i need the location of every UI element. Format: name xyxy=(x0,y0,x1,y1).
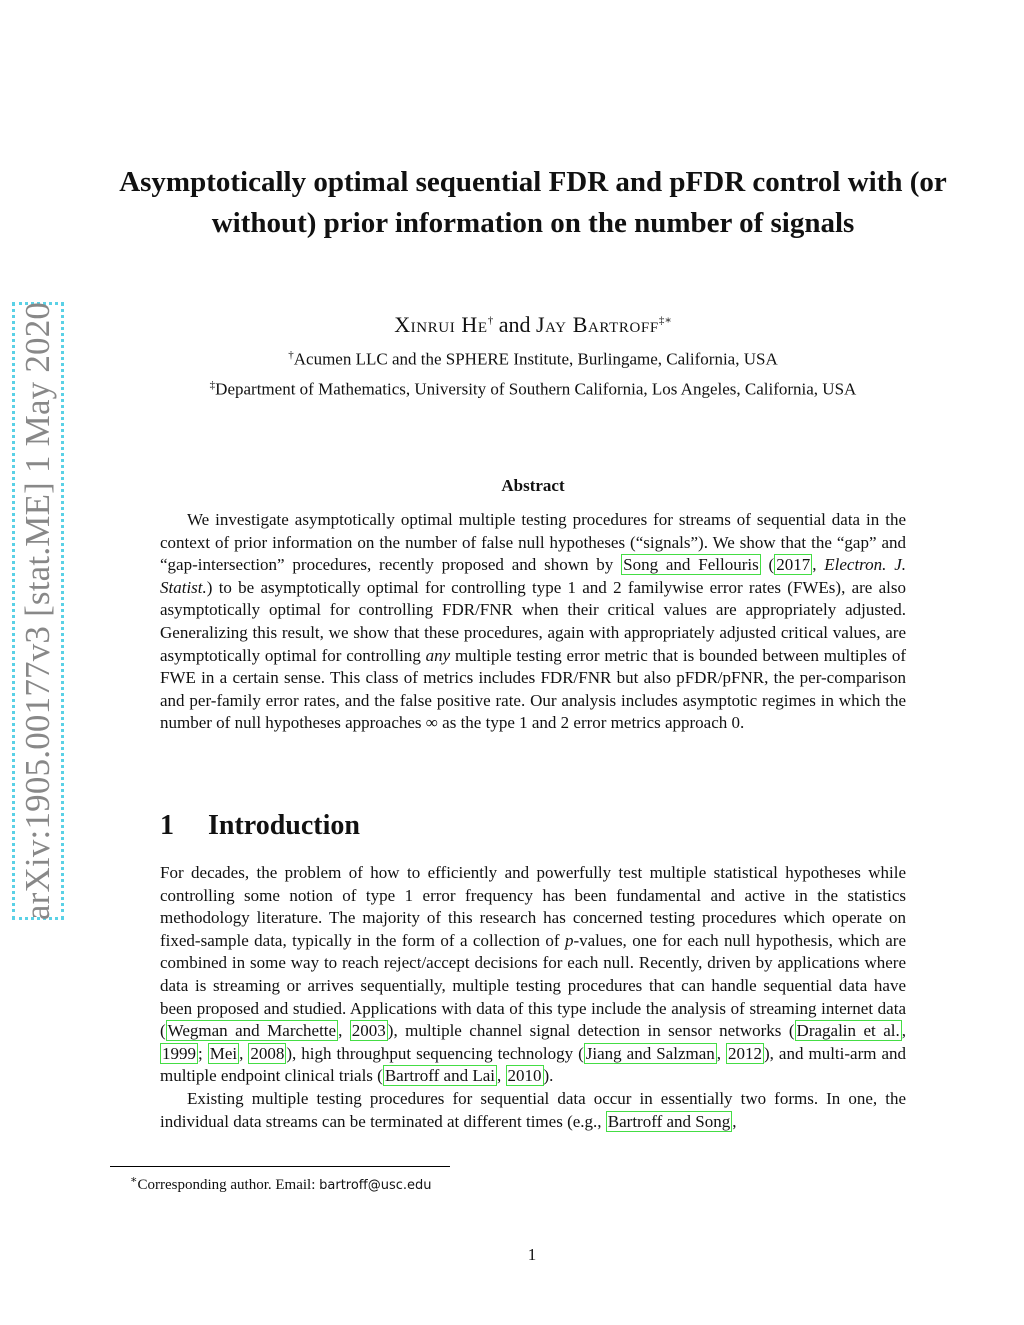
abstract-segment: ( xyxy=(760,555,775,575)
citation-link[interactable]: Bartroff and Song xyxy=(607,1111,731,1131)
abstract-segment: , xyxy=(812,555,825,575)
section-heading xyxy=(160,810,360,842)
text-segment: Existing multiple testing procedures for sequential data occur in essentially two forms. In one, the individual data streams can be terminated at different times (e.g., xyxy=(160,1088,906,1131)
text-segment: ), and multi-arm and multiple endpoint clinical trials ( xyxy=(160,1043,906,1086)
page-number: 1 xyxy=(527,1245,537,1264)
emphasis-text: any xyxy=(425,645,451,665)
author-conjunction: and xyxy=(498,312,531,337)
abstract-heading: Abstract xyxy=(501,476,565,495)
text-segment: , xyxy=(239,1043,249,1063)
affiliation xyxy=(108,379,958,400)
paper-title: Asymptotically optimal sequential FDR and pFDR control with (or without) prior information on the number of signals xyxy=(119,166,947,239)
citation-link[interactable]: Dragalin et al. xyxy=(796,1021,900,1041)
introduction-body xyxy=(160,862,906,1133)
author-mark: ‡∗ xyxy=(658,314,672,327)
citation-link[interactable]: Jiang and Salzman xyxy=(585,1043,715,1063)
affiliation-text: Department of Mathematics, University of Southern California, Los Angeles, California, USA xyxy=(215,379,857,399)
abstract-text xyxy=(160,509,906,735)
citation-link[interactable]: Bartroff and Lai xyxy=(384,1066,495,1086)
text-segment: , xyxy=(732,1111,737,1131)
author-line xyxy=(108,312,958,338)
arxiv-stamp[interactable] xyxy=(12,302,64,920)
section-number: 1 xyxy=(160,810,174,841)
abstract-segment: multiple testing error metric that is bounded between multiples of FWE in a certain sense. This class of metrics includes FDR/FNR but also pFDR/pFNR, the per-comparison and per-family error rates, and the false positive rate. Our analysis includes asymptotic regimes in which the number of null hypotheses approaches ∞ as the type 1 and 2 error metrics approach 0. xyxy=(160,645,906,733)
footnote-text: Corresponding author. Email: xyxy=(137,1177,320,1193)
author-name: Xinrui He xyxy=(394,312,488,337)
citation-link[interactable]: Song and Fellouris xyxy=(623,555,759,575)
paragraph xyxy=(160,1088,906,1133)
affiliation xyxy=(108,349,958,370)
section-title: Introduction xyxy=(208,810,360,841)
paragraph xyxy=(160,862,906,1088)
citation-year-link[interactable]: 2012 xyxy=(728,1043,763,1063)
footnote-rule xyxy=(110,1166,450,1167)
text-segment: , xyxy=(716,1043,727,1063)
affiliation-mark: ‡ xyxy=(209,379,216,391)
citation-year-link[interactable]: 2010 xyxy=(507,1066,542,1086)
text-segment: ), multiple channel signal detection in sensor networks ( xyxy=(387,1021,795,1041)
text-segment: ). xyxy=(543,1066,554,1086)
footnote-mark: ∗ xyxy=(130,1174,138,1186)
citation-year-link[interactable]: 2003 xyxy=(351,1021,386,1041)
text-segment: For decades, the problem of how to efficiently and powerfully test multiple statistical hypotheses while controlling some notion of type 1 error frequency has been fundamental and active in the statistics methodology literature. The majority of this research has concerned testing procedures which operate on fixed-sample data, typically in the form of a collection of xyxy=(160,863,906,950)
journal-name: Electron. J. Statist. xyxy=(160,555,907,597)
text-segment: -values, one for each null hypothesis, which are combined in some way to reach reject/accept decisions for each null. Recently, driven by applications where data is streaming or arrives sequentially, multiple testing procedures that can handle sequential data have been proposed and studied. Applications with data of this type include the analysis of streaming internet data ( xyxy=(160,930,906,1041)
citation-year-link[interactable]: 2008 xyxy=(250,1043,285,1063)
text-segment: ), high throughput sequencing technology ( xyxy=(286,1043,584,1063)
math-symbol: p xyxy=(564,930,574,950)
arxiv-identifier: arXiv:1905.00177v3 [stat.ME] 1 May 2020 xyxy=(18,301,57,921)
abstract-segment: We investigate asymptotically optimal multiple testing procedures for streams of sequential data in the context of prior information on the number of false null hypotheses (“signals”). We show that the “gap” and “gap-intersection” procedures, recently proposed and shown by xyxy=(160,510,906,575)
citation-year-link[interactable]: 1999 xyxy=(162,1043,196,1063)
abstract-segment: ) to be asymptotically optimal for controlling type 1 and 2 familywise error rates (FWEs), are also asymptotically optimal for controlling FDR/FNR when their critical values are appropriately adjusted. Generalizing this result, we show that these procedures, again with appropriately adjusted critical values, are asymptotically optimal for controlling xyxy=(160,577,906,665)
text-segment: , xyxy=(338,1021,350,1041)
author-mark: † xyxy=(487,314,494,327)
citation-link[interactable]: Wegman and Marchette xyxy=(167,1021,337,1041)
email-address[interactable]: bartroff@usc.edu xyxy=(319,1178,432,1193)
footnote xyxy=(130,1173,432,1194)
affiliation-text: Acumen LLC and the SPHERE Institute, Burlingame, California, USA xyxy=(293,349,778,369)
affiliation-mark: † xyxy=(288,349,294,361)
text-segment: ; xyxy=(198,1043,208,1063)
author-name: Jay Bartroff xyxy=(535,312,659,337)
text-segment: , xyxy=(901,1021,906,1041)
text-segment: , xyxy=(497,1066,506,1086)
citation-link[interactable]: Mei xyxy=(209,1043,238,1063)
citation-year-link[interactable]: 2017 xyxy=(776,555,811,575)
